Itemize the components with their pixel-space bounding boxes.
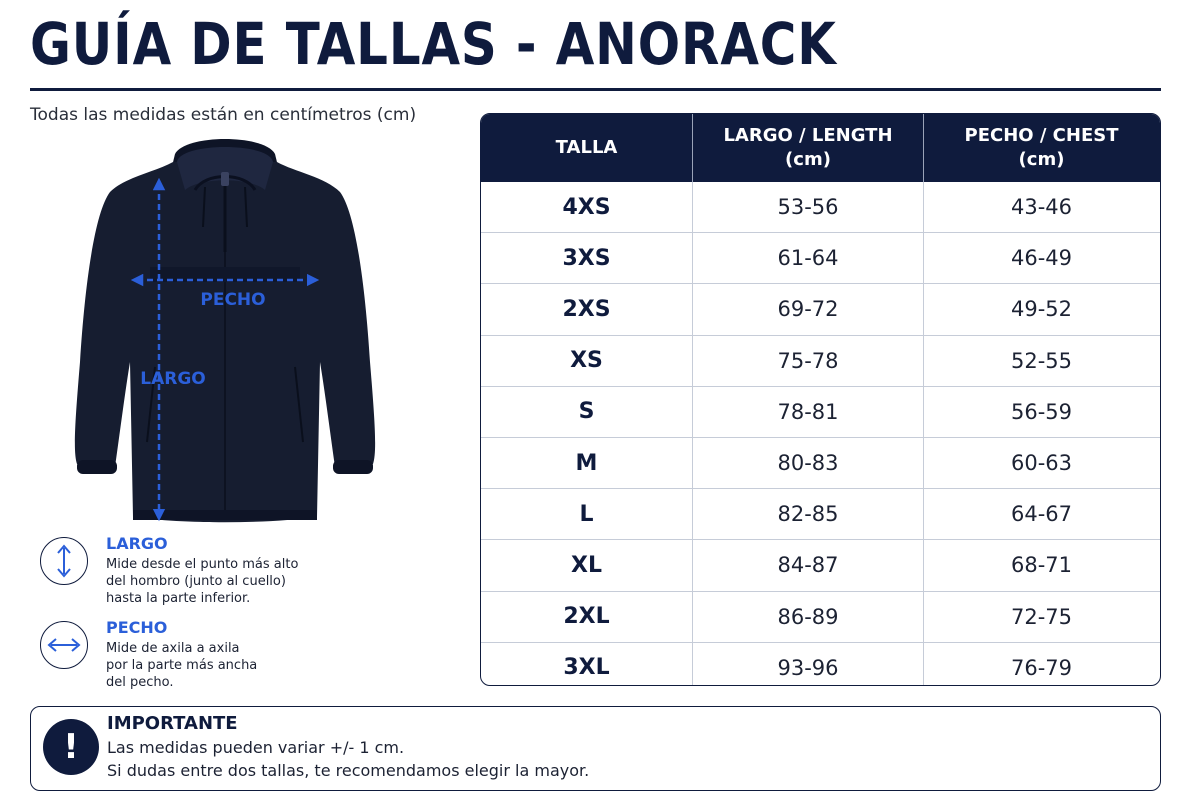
chest-cell: 49-52 [1010,297,1073,322]
size-cell: S [481,387,693,437]
notice-line: Las medidas pueden variar +/- 1 cm. [107,738,405,757]
length-cell: 93-96 [693,643,924,686]
chest-cell: 43-46 [1010,195,1073,220]
chest-measure-label: PECHO [200,290,266,310]
size-cell: 3XL [481,643,693,686]
table-row [481,539,1160,590]
table-row [481,283,1160,334]
chest-cell: 60-63 [1010,451,1073,476]
size-cell: 4XS [481,182,693,232]
length-cell: 61-64 [693,233,924,283]
size-cell: 2XS [481,284,693,334]
table-row [481,386,1160,437]
table-row [481,642,1160,686]
table-row [481,488,1160,539]
page-subtitle: Todas las medidas están en centímetros (cm) [30,105,417,125]
table-body [481,182,1160,686]
chest-cell: 68-71 [1010,553,1073,578]
size-cell: M [481,438,693,488]
table-row [481,591,1160,642]
size-table [480,113,1161,686]
size-cell: L [481,489,693,539]
legend-heading: LARGO [106,534,168,553]
column-header-chest: PECHO / CHEST (cm) [964,125,1119,170]
exclamation-icon: ! [43,719,99,775]
legend-description: Mide desde el punto más alto del hombro (junto al cuello) hasta la parte inferior. [106,557,299,606]
size-cell: 3XS [481,233,693,283]
table-row [481,437,1160,488]
size-cell: XS [481,336,693,386]
chest-cell: 46-49 [1010,246,1073,271]
column-header-length: LARGO / LENGTH (cm) [693,114,924,182]
vertical-arrows-icon [40,537,88,585]
page-title: GUÍA DE TALLAS - ANORACK [30,10,837,78]
table-row [481,182,1160,232]
length-cell: 84-87 [693,540,924,590]
chest-cell: 72-75 [1010,604,1073,629]
chest-cell: 56-59 [1010,399,1073,424]
table-header [481,114,1160,182]
chest-cell: 64-67 [1010,502,1073,527]
length-cell: 86-89 [693,592,924,642]
legend-description: Mide de axila a axila por la parte más ancha del pecho. [106,641,258,690]
size-cell: 2XL [481,592,693,642]
chest-cell: 52-55 [1010,348,1073,373]
legend-heading: PECHO [106,618,168,637]
column-header-size: TALLA [481,114,693,182]
notice-line: Si dudas entre dos tallas, te recomendamos elegir la mayor. [107,761,590,780]
length-cell: 53-56 [693,182,924,232]
notice-heading: IMPORTANTE [107,713,238,734]
jacket-illustration [55,132,395,527]
important-notice [30,706,1161,791]
title-divider [30,88,1161,91]
table-row [481,232,1160,283]
length-cell: 75-78 [693,336,924,386]
table-row [481,335,1160,386]
length-cell: 78-81 [693,387,924,437]
chest-cell: 76-79 [1010,655,1073,680]
horizontal-arrows-icon [40,621,88,669]
length-cell: 80-83 [693,438,924,488]
length-measure-label: LARGO [140,369,206,389]
length-cell: 82-85 [693,489,924,539]
size-cell: XL [481,540,693,590]
length-cell: 69-72 [693,284,924,334]
